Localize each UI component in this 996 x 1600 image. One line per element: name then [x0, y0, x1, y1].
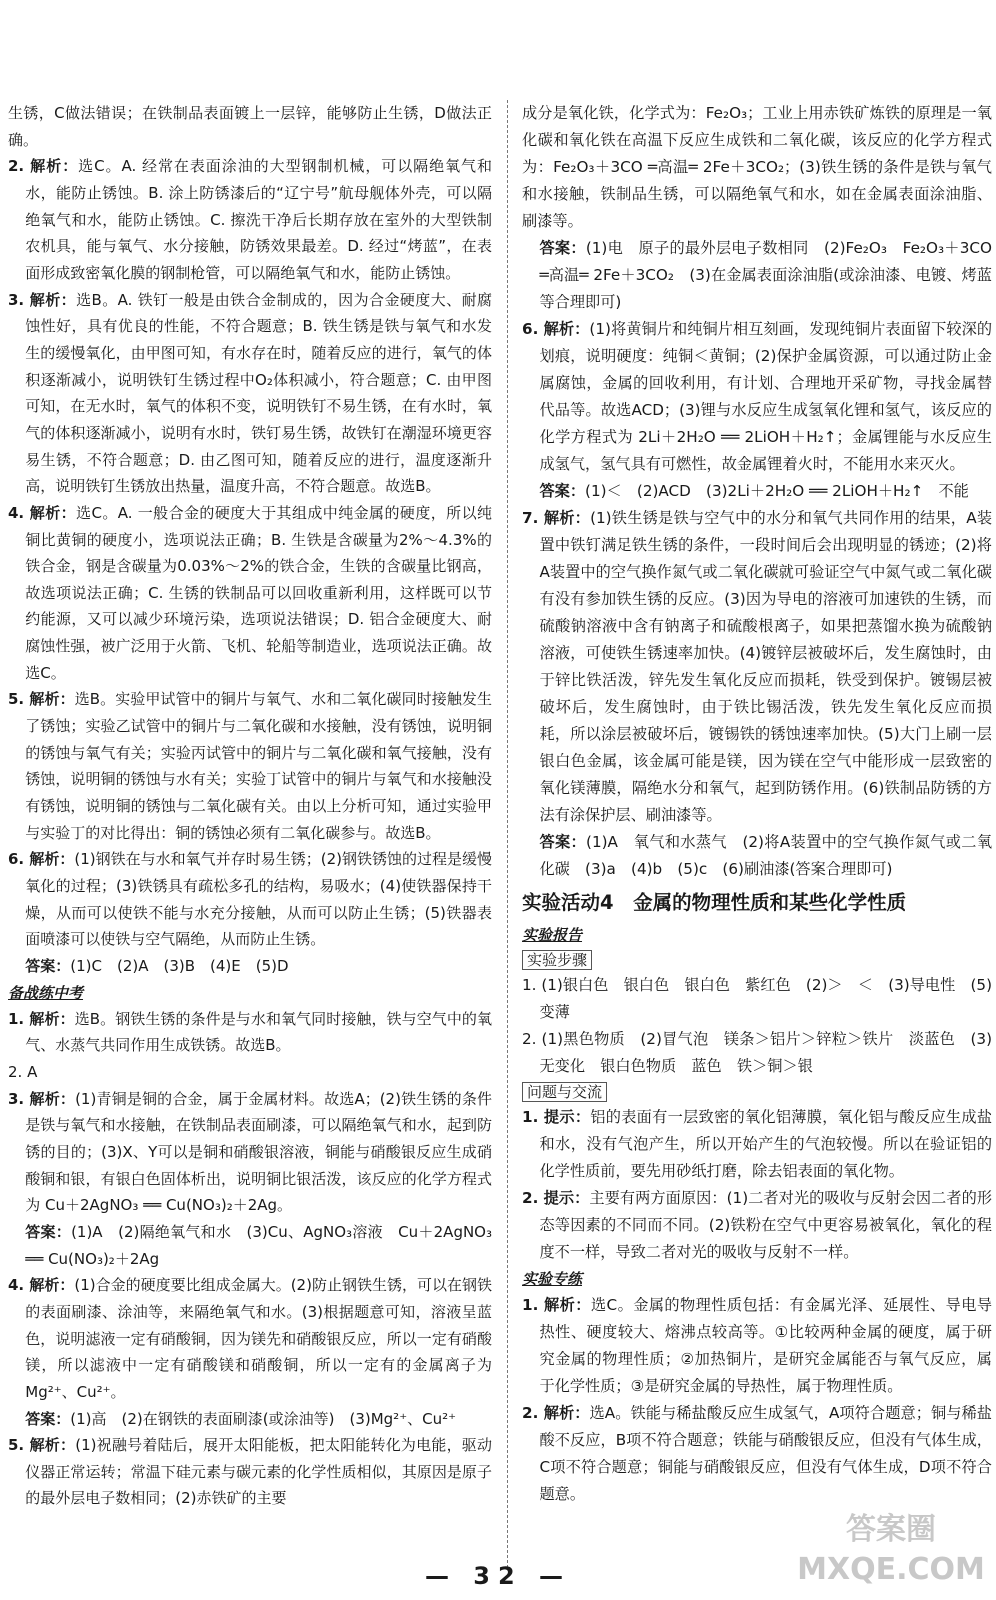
solution-paragraph: 3. 解析：(1)青铜是铜的合金，属于金属材料。故选A；(2)铁生锈的条件是铁与氧气和水接触，在铁制品表面刷漆，可以隔绝氧气和水，起到防锈的目的；(3)X、Y可以是铜和硝酸银溶液，铜能与硝酸银反应生成硝酸铜和银，有银白色固体析出，说明铜比银活泼，该反应的化学方程式为 Cu＋2AgNO₃ ══ Cu(NO₃)₂＋2Ag。 — [8, 1089, 493, 1215]
solution-paragraph: 成分是氧化铁，化学式为：Fe₂O₃；工业上用赤铁矿炼铁的原理是一氧化碳和氧化铁在高温下反应生成铁和二氧化碳，该反应的化学方程式为：Fe₂O₃＋3CO ═高温═ 2Fe＋3CO₂；(3)铁生锈的条件是铁与氧气和水接触，铁制品生锈，可以隔绝氧气和水，如在金属表面涂油脂、刷漆等。 — [522, 104, 992, 230]
answer-line: 答案：(1)A 氧气和水蒸气 (2)将A装置中的空气换作氮气或二氧化碳 (3)a (4)b (5)c (6)刷油漆(答案合理即可) — [539, 833, 993, 878]
sub-heading — [522, 948, 992, 972]
section-heading: 实验报告 — [522, 926, 583, 944]
section-heading: 备战练中考 — [8, 983, 84, 1002]
solution-paragraph: 1. 提示：铝的表面有一层致密的氧化铝薄膜，氧化铝与酸反应生成盐和水，没有气泡产生，所以开始产生的气泡较慢。所以在验证铝的化学性质前，要先用砂纸打磨，除去铝表面的氧化物。 — [522, 1108, 993, 1180]
solution-paragraph: 1. (1)银白色 银白色 银白色 紫红色 (2)＞ ＜ (3)导电性 (5)变薄 — [522, 976, 992, 1021]
solution-paragraph: 6. 解析：(1)钢铁在与水和氧气并存时易生锈；(2)钢铁锈蚀的过程是缓慢氧化的过程；(3)铁锈具有疏松多孔的结构，易吸水；(4)使铁器保持干燥，从而可以使铁不能与水充分接触，从而可以防止生锈；(5)铁器表面喷漆可以使铁与空气隔绝，从而防止生锈。 — [8, 850, 493, 949]
solution-paragraph: 生锈，C做法错误；在铁制品表面镀上一层锌，能够防止生锈，D做法正确。 — [8, 104, 492, 149]
solution-paragraph: 5. 解析：(1)祝融号着陆后，展开太阳能板，把太阳能转化为电能，驱动仪器正常运转；常温下硅元素与碳元素的化学性质相似，其原因是原子的最外层电子数相同；(2)赤铁矿的主要 — [8, 1436, 492, 1508]
solution-paragraph: 1. 解析：选B。钢铁生锈的条件是与水和氧气同时接触，铁与空气中的氧气、水蒸气共同作用生成铁锈。故选B。 — [8, 1009, 493, 1055]
answer-line: 答案：(1)电 原子的最外层电子数相同 (2)Fe₂O₃ Fe₂O₃＋3CO ═高温═ 2Fe＋3CO₂ (3)在金属表面涂油脂(或涂油漆、电镀、烤蓝等合理即可) — [539, 239, 992, 311]
right-column — [522, 100, 992, 1508]
solution-paragraph: 4. 解析：(1)合金的硬度要比组成金属大。(2)防止钢铁生锈，可以在钢铁的表面刷漆、涂油等，来隔绝氧气和水。(3)根据题意可知，溶液呈蓝色，说明滤液一定有硝酸铜，因为镁先和硝酸银反应，所以一定有硝酸镁，所以滤液中一定有硝酸镁和硝酸铜，所以一定有的金属离子为 Mg²⁺、Cu²⁺。 — [8, 1276, 493, 1401]
sub-heading-label: 实验步骤 — [522, 950, 592, 970]
answer-line: 答案：(1)C (2)A (3)B (4)E (5)D — [25, 957, 289, 975]
solution-paragraph: 6. 解析：(1)将黄铜片和纯铜片相互刻画，发现纯铜片表面留下较深的划痕，说明硬度：纯铜＜黄铜；(2)保护金属资源，可以通过防止金属腐蚀，金属的回收利用，有计划、合理地开采矿物，寻找金属替代品等。故选ACD；(3)锂与水反应生成氢氧化锂和氢气，该反应的化学方程式为 2Li＋2H₂O ══ 2LiOH＋H₂↑；金属锂能与水反应生成氢气，氢气具有可燃性，故金属锂着火时，不能用水来灭火。 — [522, 320, 993, 473]
solution-paragraph: 3. 解析：选B。A. 铁钉一般是由铁合金制成的，因为合金硬度大、耐腐蚀性好，具有优良的性能，不符合题意；B. 铁生锈是铁与氧气和水发生的缓慢氧化，由甲图可知，有水存在时，随着反应的进行，氧气的体积逐渐减小，说明铁钉生锈过程中O₂体积减小，符合题意；C. 由甲图可知，在无水时，氧气的体积不变，说明铁钉不易生锈，在有水时，氧气的体积逐渐减小，说明有水时，铁钉易生锈，故铁钉在潮湿环境更容易生锈，不符合题意；D. 由乙图可知，随着反应的进行，温度逐渐升高，说明铁钉生锈放出热量，温度升高，不符合题意。故选B。 — [8, 290, 493, 496]
solution-paragraph: 2. (1)黑色物质 (2)冒气泡 镁条＞铝片＞锌粒＞铁片 淡蓝色 (3)无变化 银白色物质 蓝色 铁＞铜＞银 — [522, 1030, 992, 1075]
answer-line: 答案：(1)＜ (2)ACD (3)2Li＋2H₂O ══ 2LiOH＋H₂↑ 不能 — [539, 482, 969, 500]
page-number: — 32 — — [424, 1562, 572, 1590]
solution-paragraph: 2. 解析：选A。铁能与稀盐酸反应生成氢气，A项符合题意；铜与稀盐酸不反应，B项不符合题意；铁能与硝酸银反应，但没有气体生成，C项不符合题意；铜能与硝酸银反应，但没有气体生成，D项不符合题意。 — [522, 1404, 992, 1503]
watermark-logo: 答案圈 MXQE.COM — [797, 1512, 985, 1587]
sub-heading — [522, 1080, 992, 1104]
solution-paragraph: 4. 解析：选C。A. 一般合金的硬度大于其组成中纯金属的硬度，所以纯铜比黄铜的硬度小，选项说法正确；B. 生铁是含碳量为2%～4.3%的铁合金，钢是含碳量为0.03%～2%的铁合金，生铁的含碳量比钢高，故选项说法正确；C. 生锈的铁制品可以回收重新利用，这样既可以节约能源，又可以减少环境污染，选项说法错误；D. 铝合金硬度大、耐腐蚀性强，被广泛用于火箭、飞机、轮船等制造业，选项说法正确。故选C。 — [8, 503, 492, 682]
section-title: 实验活动4 金属的物理性质和某些化学性质 — [522, 891, 907, 914]
section-heading: 实验专练 — [522, 1270, 583, 1288]
column-divider — [507, 100, 508, 1568]
solution-paragraph: 1. 解析：选C。金属的物理性质包括：有金属光泽、延展性、导电导热性、硬度较大、熔沸点较高等。①比较两种金属的硬度，属于研究金属的物理性质；②加热铜片，是研究金属能否与氧气反应，属于化学性质；③是研究金属的导热性，属于物理性质。 — [522, 1296, 993, 1395]
sub-heading-label: 问题与交流 — [522, 1082, 607, 1102]
solution-paragraph: 5. 解析：选B。实验甲试管中的铜片与氧气、水和二氧化碳同时接触发生了锈蚀；实验乙试管中的铜片与二氧化碳和水接触，没有锈蚀，说明铜的锈蚀与氧气有关；实验丙试管中的铜片与二氧化碳和氧气接触，没有锈蚀，说明铜的锈蚀与水有关；实验丁试管中的铜片与氧气和水接触没有锈蚀，说明铜的锈蚀与二氧化碳有关。由以上分析可知，通过实验甲与实验丁的对比得出：铜的锈蚀必须有二氧化碳参与。故选B。 — [8, 690, 493, 842]
answer-line: 答案：(1)A (2)隔绝氧气和水 (3)Cu、AgNO₃溶液 Cu＋2AgNO₃ ══ Cu(NO₃)₂＋2Ag — [25, 1222, 492, 1268]
solution-paragraph: 2. 解析：选C。A. 经常在表面涂油的大型钢制机械，可以隔绝氧气和水，能防止锈蚀。B. 涂上防锈漆后的“辽宁号”航母舰体外壳，可以隔绝氧气和水，能防止锈蚀。C. 擦洗干净后长期存放在室外的大型铁制农机具，能与氧气、水分接触，防锈效果最差。D. 经过“烤蓝”，在表面形成致密氧化膜的钢制枪管，可以隔绝氧气和水，能防止锈蚀。 — [8, 157, 492, 282]
answer-line: 答案：(1)高 (2)在钢铁的表面刷漆(或涂油等) (3)Mg²⁺、Cu²⁺ — [25, 1409, 457, 1428]
solution-paragraph: 2. A — [8, 1062, 38, 1081]
solution-paragraph: 7. 解析：(1)铁生锈是铁与空气中的水分和氧气共同作用的结果，A装置中铁钉满足铁生锈的条件，一段时间后会出现明显的锈迹；(2)将A装置中的空气换作氮气或二氧化碳就可验证空气中氮气或二氧化碳有没有参加铁生锈的反应。(3)因为导电的溶液可加速铁的生锈，而硫酸钠溶液中含有钠离子和硫酸根离子，如果把蒸馏水换为硫酸钠溶液，可使铁生锈速率加快。(4)镀锌层被破坏后，发生腐蚀时，由于锌比铁活泼，锌先发生氧化反应而损耗，铁受到保护。镀锡层被破坏后，发生腐蚀时，由于铁比锡活泼，铁先发生氧化反应而损耗，所以涂层被破坏后，镀锡铁的锈蚀速率加快。(5)大门上刷一层银白色金属，该金属可能是镁，因为镁在空气中能形成一层致密的氧化镁薄膜，隔绝水分和氧气，起到防锈作用。(6)铁制品防锈的方法有涂保护层、刷油漆等。 — [522, 509, 993, 824]
left-column — [8, 100, 492, 1512]
solution-paragraph: 2. 提示：主要有两方面原因：(1)二者对光的吸收与反射会因二者的形态等因素的不同而不同。(2)铁粉在空气中更容易被氧化，氧化的程度不一样，导致二者对光的吸收与反射不一样。 — [522, 1189, 993, 1261]
